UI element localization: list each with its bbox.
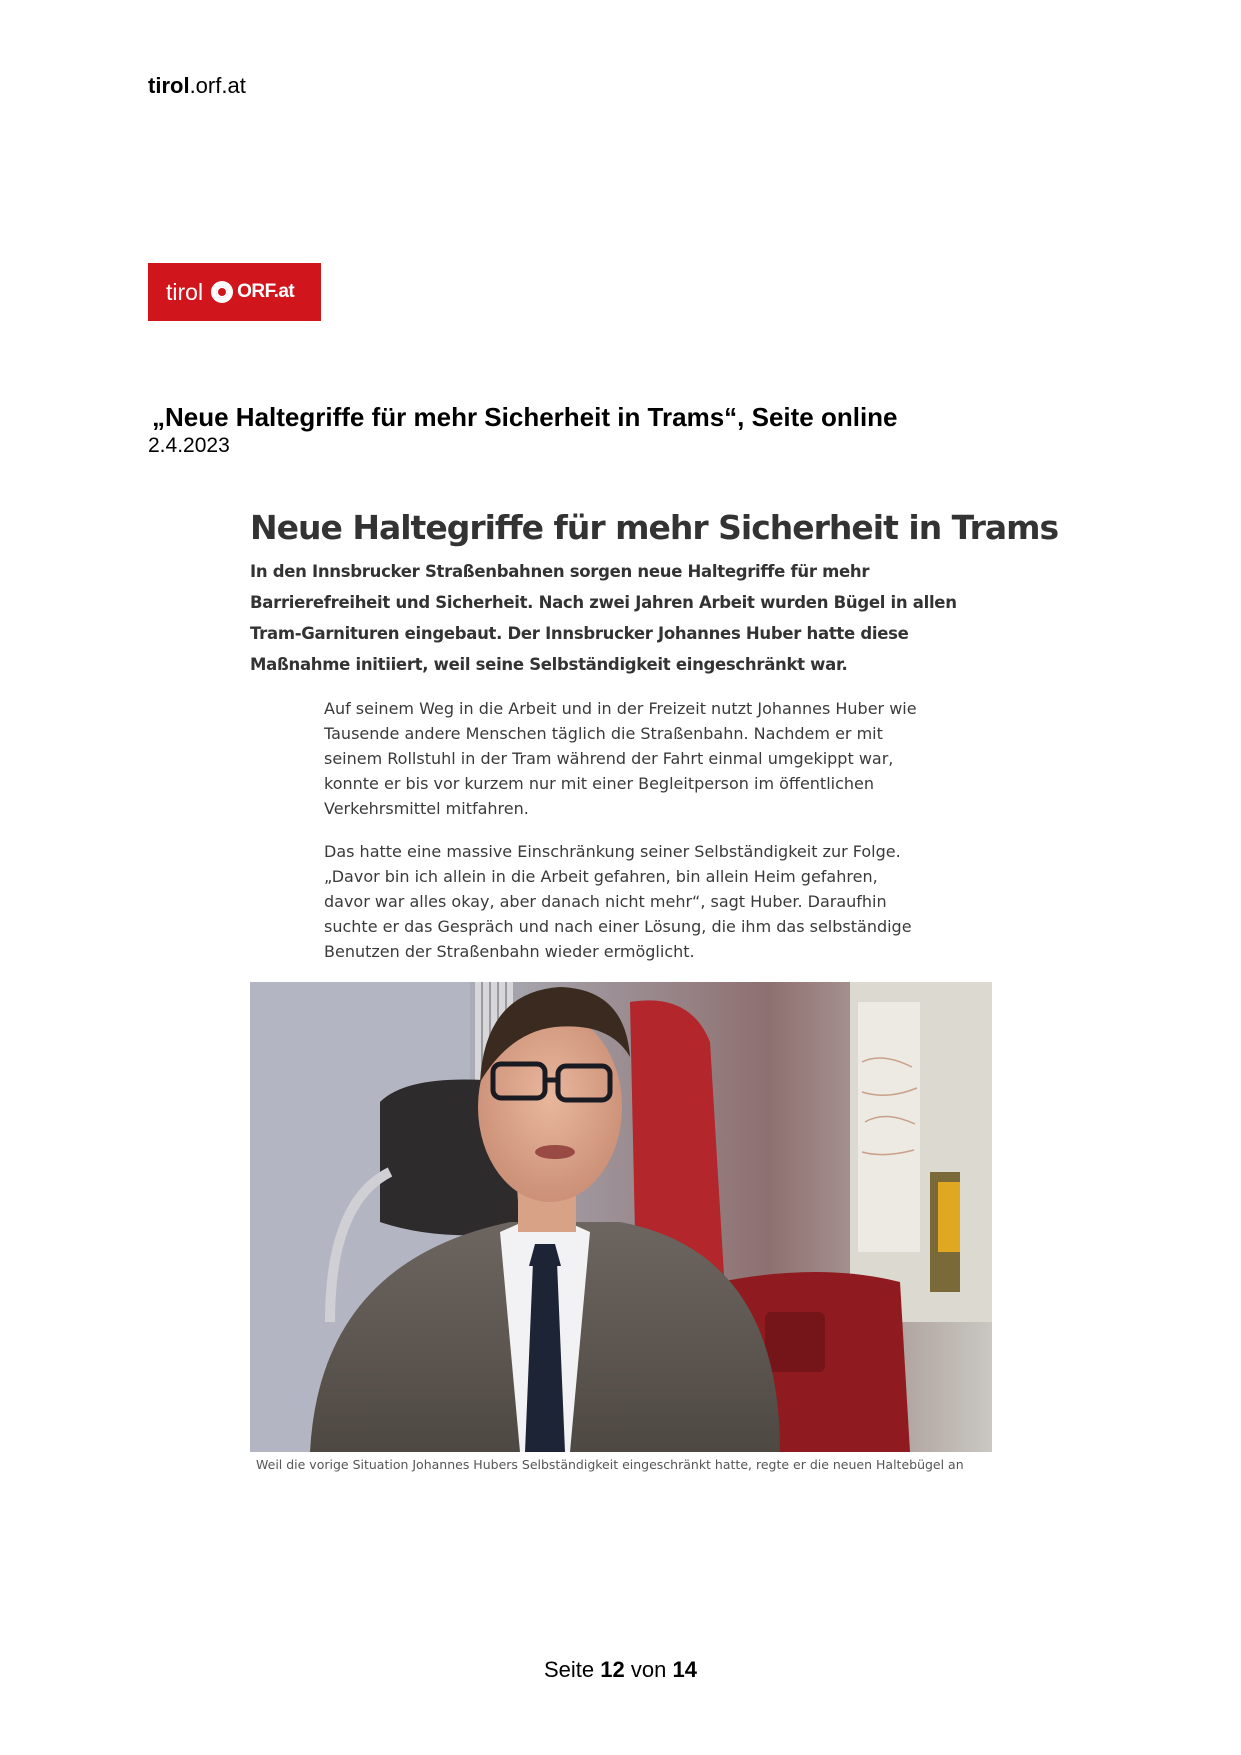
article-paragraph: Das hatte eine massive Einschränkung seiner Selbständigkeit zur Folge. „Davor bin ich allein in die Arbeit gefahren, bin allein Heim gefahren, davor war alles okay, aber danach nicht mehr“, sagt Huber. Daraufhin suchte er das Gespräch und nach einer Lösung, die ihm das selbständige Benutzen der Straßenbahn wieder ermöglicht. <box>324 842 912 961</box>
footer-middle: von <box>630 1657 667 1682</box>
document-date: 2.4.2023 <box>148 434 230 457</box>
page-footer <box>0 1656 1241 1684</box>
article-clipping <box>250 500 1059 964</box>
article-photo <box>250 982 992 1452</box>
photo-illustration <box>250 982 992 1452</box>
logo-word: tirol <box>166 278 204 305</box>
photo-caption: Weil die vorige Situation Johannes Hubers Selbständigkeit eingeschränkt hatte, regte er die neuen Haltebügel an <box>256 1457 964 1472</box>
footer-page-number: 12 <box>600 1657 625 1682</box>
orf-tirol-logo <box>148 263 321 321</box>
document-title: „Neue Haltegriffe für mehr Sicherheit in Trams“, Seite online <box>152 402 898 432</box>
site-name-bold: tirol <box>148 73 190 98</box>
footer-prefix: Seite <box>544 1657 595 1682</box>
site-header <box>148 72 246 100</box>
orf-eye-icon <box>211 281 233 303</box>
logo-brand: ORF.at <box>237 281 295 302</box>
footer-total-pages: 14 <box>672 1657 697 1682</box>
site-name-rest: .orf.at <box>189 73 246 98</box>
article-lead: In den Innsbrucker Straßenbahnen sorgen neue Haltegriffe für mehr Barrierefreiheit und Sicherheit. Nach zwei Jahren Arbeit wurden Bügel in allen Tram-Garnituren eingebaut. Der Innsbrucker Johannes Huber hatte diese Maßnahme initiiert, weil seine Selbständigkeit eingeschränkt war. <box>250 562 957 674</box>
article-headline: Neue Haltegriffe für mehr Sicherheit in Trams <box>250 508 1059 547</box>
article-paragraph: Auf seinem Weg in die Arbeit und in der Freizeit nutzt Johannes Huber wie Tausende andere Menschen täglich die Straßenbahn. Nachdem er mit seinem Rollstuhl in der Tram während der Fahrt einmal umgekippt war, konnte er bis vor kurzem nur mit einer Begleitperson im öffentlichen Verkehrsmittel mitfahren. <box>324 699 917 818</box>
